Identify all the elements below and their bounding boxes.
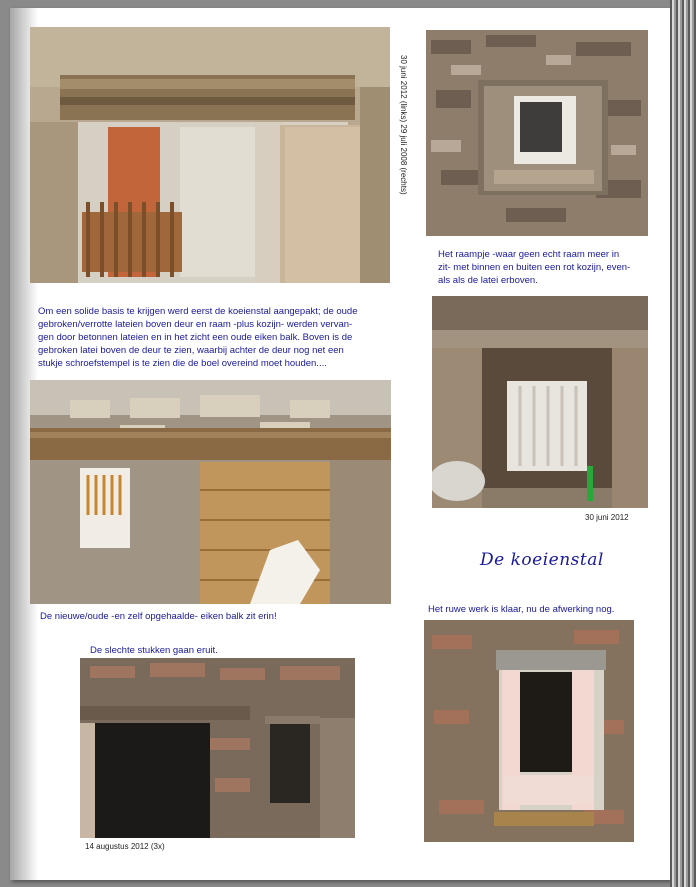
intro-line-4: gebroken latei boven de deur te zien, waarbij achter de deur nog net een: [38, 345, 344, 356]
photo-new-oak-beam: [30, 380, 391, 604]
side-date-caption: 30 juni 2012 (links) 29 juli 2008 (rechts): [399, 55, 408, 195]
photo-small-window: [426, 30, 648, 236]
caption-raampje-line-1: Het raampje -waar geen echt raam meer in: [438, 249, 620, 260]
caption-ruwe-werk: Het ruwe werk is klaar, nu de afwerking nog.: [428, 604, 615, 615]
photo-interior-window: [432, 296, 648, 508]
photo-rough-work-window: [424, 620, 634, 842]
intro-line-3: gen door betonnen lateien en in het zicht een oude eiken balk. Boven is de: [38, 332, 353, 343]
date-14-augustus: 14 augustus 2012 (3x): [85, 842, 165, 851]
intro-paragraph: [38, 305, 398, 370]
page-stack-edge: [670, 0, 696, 887]
caption-raampje: [438, 248, 658, 287]
photo-door-broken-lintel: [30, 27, 390, 283]
date-30-juni: 30 juni 2012: [585, 513, 629, 522]
caption-slechte-stukken: De slechte stukken gaan eruit.: [90, 645, 218, 656]
caption-raampje-line-2: zit- met binnen en buiten een rot kozijn, even-: [438, 262, 631, 273]
page-title: De koeienstal: [480, 550, 604, 570]
photo-stone-wall-openings: [80, 658, 355, 838]
caption-raampje-line-3: als als de latei erboven.: [438, 275, 538, 286]
intro-line-2: gebroken/verrotte lateien boven deur en raam -plus kozijn- werden vervan-: [38, 319, 353, 330]
intro-line-1: Om een solide basis te krijgen werd eerst de koeienstal aangepakt; de oude: [38, 306, 358, 317]
caption-balk: De nieuwe/oude -en zelf opgehaalde- eiken balk zit erin!: [40, 611, 277, 622]
intro-line-5: stukje schroefstempel is te zien die de boel overeind moet houden....: [38, 358, 327, 369]
